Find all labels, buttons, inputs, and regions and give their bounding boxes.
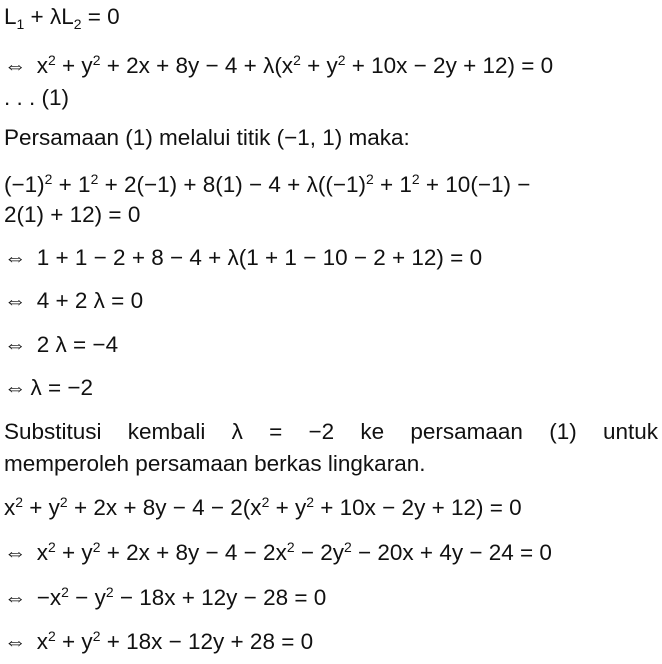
equation-line-15: ⇔ $-x^2 - y^2 - 18x + 12y - 28 = 0$ bbox=[4, 584, 327, 610]
equation-line-7: ⇔ 1 + 1 − 2 + 8 − 4 + λ(1 + 1 − 10 − 2 + 12) = 0 bbox=[4, 245, 483, 270]
equation-line-13: $x^2 + y^2 + 2x + 8y - 4 - 2(x^2 + y^2 + 10x - 2y + 12) = 0$ bbox=[4, 494, 522, 520]
equation-line-16: ⇔ $x^2 + y^2 + 18x - 12y + 28 = 0$ bbox=[4, 628, 314, 654]
equation-line-10: ⇔ λ = −2 bbox=[4, 375, 94, 400]
equation-line-8: ⇔ 4 + 2 λ = 0 bbox=[4, 288, 144, 313]
iff-symbol: ⇔ bbox=[4, 540, 27, 565]
iff-symbol: ⇔ bbox=[4, 332, 27, 357]
equation-line-14: ⇔ $x^2 + y^2 + 2x + 8y - 4 - 2x^2 - 2y^2 - 20x + 4y - 24 = 0$ bbox=[4, 539, 552, 565]
equation-number: . . . (1) bbox=[4, 85, 70, 110]
paragraph-passes-point: Persamaan (1) melalui titik (−1, 1) maka: bbox=[4, 125, 410, 150]
iff-symbol: ⇔ bbox=[4, 288, 27, 313]
iff-symbol: ⇔ bbox=[4, 245, 27, 270]
equation-line-2: ⇔ $x^2 + y^2 + 2x + 8y - 4 + \lambda(x^2 + y^2 + 10x - 2y + 12) = 0$ bbox=[4, 52, 554, 78]
iff-symbol: ⇔ bbox=[4, 53, 27, 78]
iff-symbol: ⇔ bbox=[4, 629, 27, 654]
equation-line-5: $(-1)^2 + 1^2 + 2(-1) + 8(1) - 4 + \lambda((-1)^2 + 1^2 + 10(-1)$ − bbox=[4, 171, 531, 197]
paragraph-substitute: Substitusi kembali λ = −2 ke persamaan (1) untuk bbox=[4, 419, 658, 444]
paragraph-substitute-cont: memperoleh persamaan berkas lingkaran. bbox=[4, 451, 426, 476]
iff-symbol: ⇔ bbox=[4, 585, 27, 610]
iff-symbol: ⇔ bbox=[4, 375, 27, 400]
equation-l1-l2: $L_1 + \lambda L_2 = 0$ bbox=[4, 4, 120, 32]
equation-line-9: ⇔ 2 λ = −4 bbox=[4, 332, 119, 357]
equation-line-6: 2(1) + 12) = 0 bbox=[4, 202, 141, 227]
